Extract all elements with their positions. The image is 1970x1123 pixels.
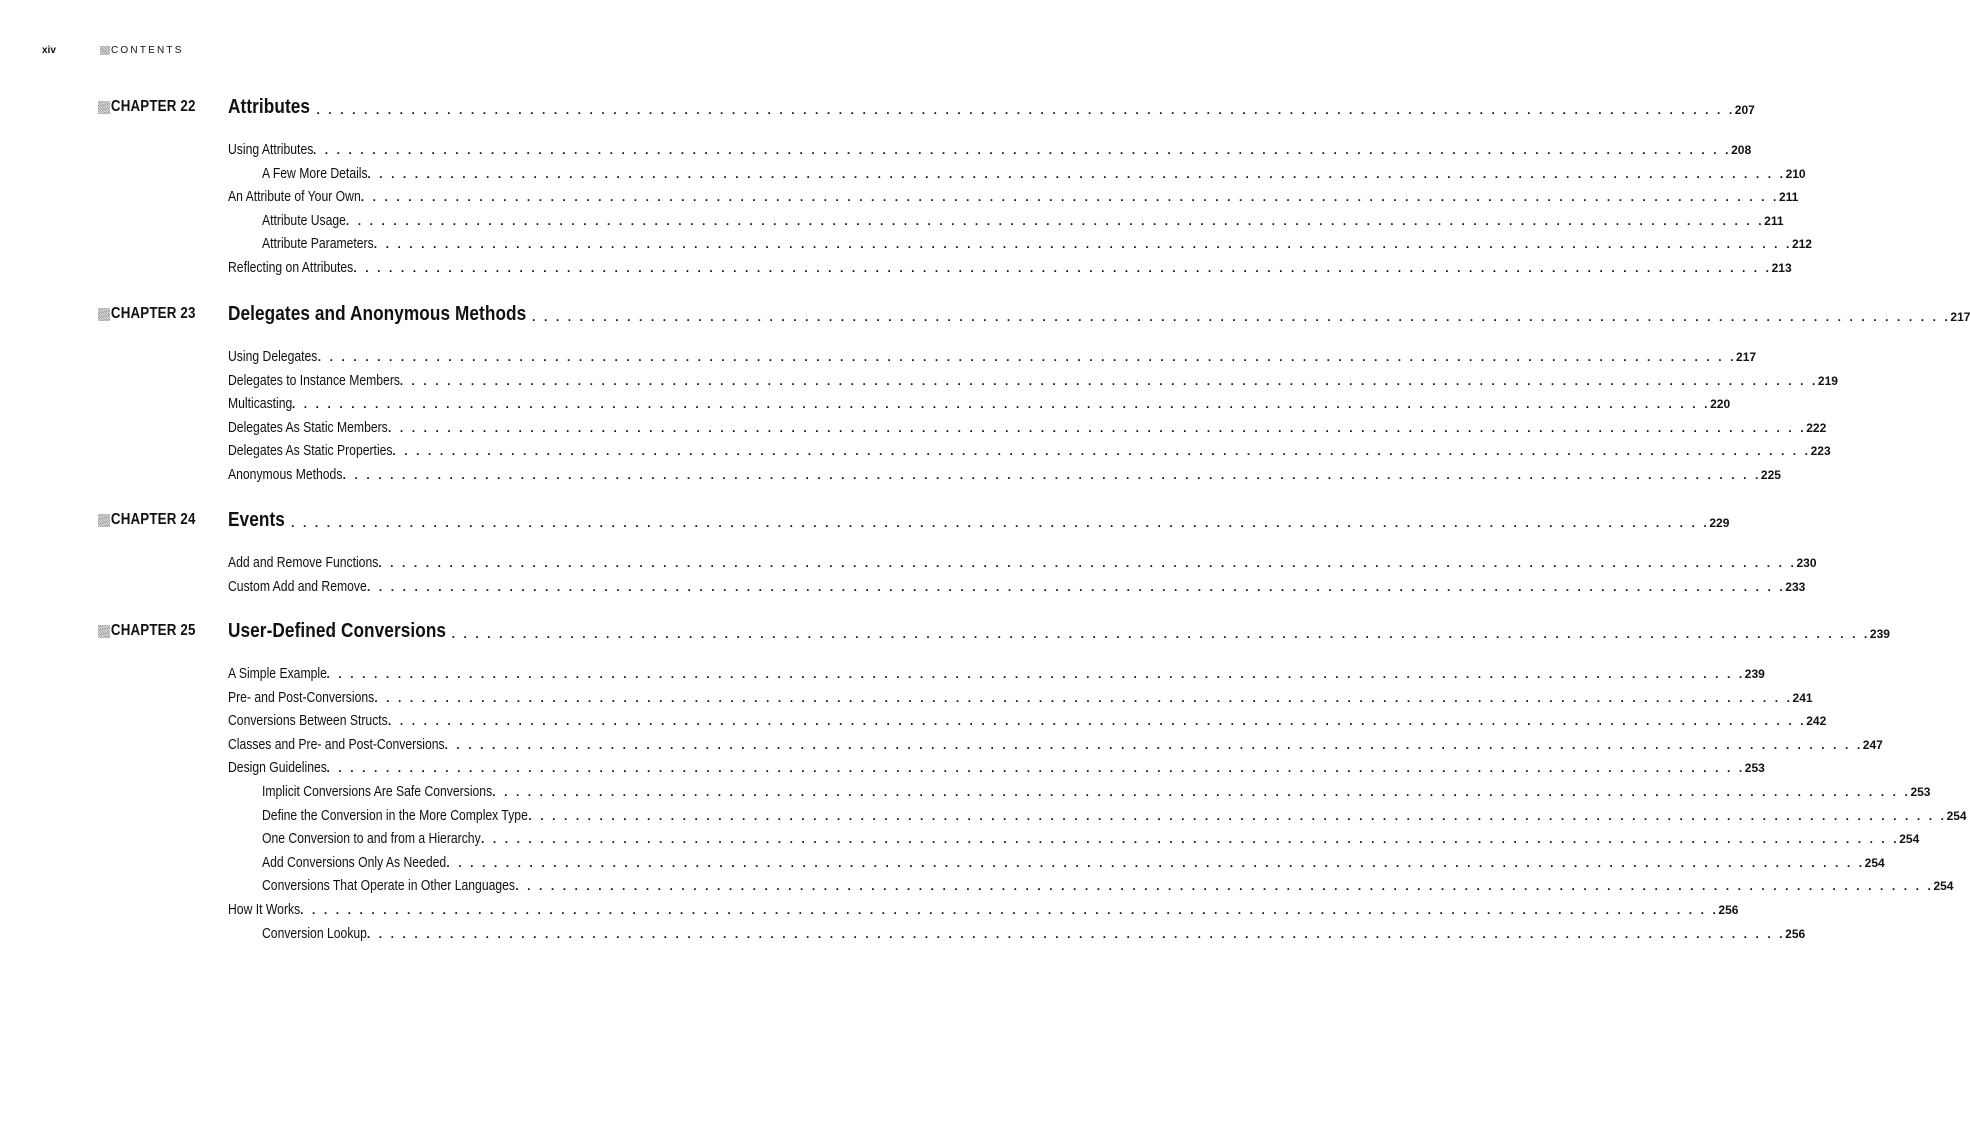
section-label: CONTENTS: [111, 44, 184, 56]
hatch-marker-icon: [100, 46, 110, 55]
toc-subentry[interactable]: [262, 827, 1920, 848]
entry-page-number: 230: [1796, 556, 1817, 570]
dot-leader: . . . . . . . . . . . . . . . . . . . . . . . . . . . . . . . . . . . . . . . . . . . . . . . . . . . . . . . . . . . . . . . . . . . . . . . . . . . . . . . . . . . . . . . . . . . . . . . . . . . . . . . . . . . . . . . . . . . . . . . .: [326, 667, 1745, 681]
toc-entry[interactable]: [228, 185, 1799, 206]
dot-leader: . . . . . . . . . . . . . . . . . . . . . . . . . . . . . . . . . . . . . . . . . . . . . . . . . . . . . . . . . . . . . . . . . . . . . . . . . . . . . . . . . . . . . . . . . . . . . . . . . . . . . . . . . . . . . . . . . . . . . . . .: [316, 103, 1735, 117]
entry-title: Conversions Between Structs: [228, 713, 388, 730]
toc-subentry[interactable]: [262, 209, 1784, 229]
toc-subentry[interactable]: [262, 922, 1806, 942]
entry-title: Delegates to Instance Members: [228, 372, 400, 389]
chapter-title: Events: [228, 509, 285, 531]
entry-page-number: 256: [1785, 926, 1806, 941]
chapter-label: [98, 622, 210, 640]
entry-title: Define the Conversion in the More Complex Type: [262, 807, 528, 824]
entry-page-number: 239: [1744, 667, 1765, 681]
chapter-page-number: 239: [1869, 627, 1890, 641]
entry-page-number: 256: [1718, 903, 1739, 917]
entry-page-number: 223: [1810, 444, 1831, 459]
entry-page-number: 211: [1764, 213, 1784, 228]
dot-leader: . . . . . . . . . . . . . . . . . . . . . . . . . . . . . . . . . . . . . . . . . . . . . . . . . . . . . . . . . . . . . . . . . . . . . . . . . . . . . . . . . . . . . . . . . . . . . . . . . . . . . . . . . . . . . . . . . . . . . . . .: [373, 237, 1792, 252]
toc-subentry[interactable]: [262, 874, 1954, 895]
entry-page-number: 208: [1731, 143, 1752, 157]
entry-page-number: 213: [1771, 261, 1792, 275]
toc-subentry[interactable]: [262, 851, 1885, 871]
dot-leader: . . . . . . . . . . . . . . . . . . . . . . . . . . . . . . . . . . . . . . . . . . . . . . . . . . . . . . . . . . . . . . . . . . . . . . . . . . . . . . . . . . . . . . . . . . . . . . . . . . . . . . . . . . . . . . . . . . . . . . . .: [451, 627, 1870, 641]
chapter-label-text: CHAPTER 24: [110, 511, 196, 528]
dot-leader: . . . . . . . . . . . . . . . . . . . . . . . . . . . . . . . . . . . . . . . . . . . . . . . . . . . . . . . . . . . . . . . . . . . . . . . . . . . . . . . . . . . . . . . . . . . . . . . . . . . . . . . . . . . . . . . . . . . . . . . .: [291, 397, 1711, 412]
toc-entry[interactable]: [228, 733, 1883, 753]
entry-page-number: 211: [1778, 190, 1799, 205]
entry-title: Conversions That Operate in Other Languages: [262, 878, 516, 895]
entry-title: An Attribute of Your Own: [228, 189, 361, 206]
entry-title: Pre- and Post-Conversions: [228, 689, 375, 706]
dot-leader: . . . . . . . . . . . . . . . . . . . . . . . . . . . . . . . . . . . . . . . . . . . . . . . . . . . . . . . . . . . . . . . . . . . . . . . . . . . . . . . . . . . . . . . . . . . . . . . . . . . . . . . . . . . . . . . . . . . . . . . .: [399, 373, 1818, 388]
dot-leader: . . . . . . . . . . . . . . . . . . . . . . . . . . . . . . . . . . . . . . . . . . . . . . . . . . . . . . . . . . . . . . . . . . . . . . . . . . . . . . . . . . . . . . . . . . . . . . . . . . . . . . . . . . . . . . . . . . . . . . . .: [378, 556, 1797, 570]
entry-title: Implicit Conversions Are Safe Conversions: [262, 784, 493, 800]
entry-page-number: 254: [1864, 855, 1885, 870]
toc-entry[interactable]: [228, 256, 1792, 276]
toc-entry[interactable]: [228, 709, 1827, 730]
toc-entry[interactable]: [228, 575, 1806, 595]
toc-subentry[interactable]: [262, 162, 1806, 182]
entry-title: One Conversion to and from a Hierarchy: [262, 831, 481, 848]
dot-leader: . . . . . . . . . . . . . . . . . . . . . . . . . . . . . . . . . . . . . . . . . . . . . . . . . . . . . . . . . . . . . . . . . . . . . . . . . . . . . . . . . . . . . . . . . . . . . . . . . . . . . . . . . . . . . . . . . . . . . . . .: [366, 926, 1786, 941]
hatch-marker-icon: [98, 101, 110, 114]
dot-leader: . . . . . . . . . . . . . . . . . . . . . . . . . . . . . . . . . . . . . . . . . . . . . . . . . . . . . . . . . . . . . . . . . . . . . . . . . . . . . . . . . . . . . . . . . . . . . . . . . . . . . . . . . . . . . . . . . . . . . . . .: [374, 690, 1793, 705]
entry-title: Attribute Usage: [262, 212, 346, 229]
chapter-label: [98, 98, 210, 116]
toc-entry[interactable]: [228, 686, 1813, 706]
entry-page-number: 220: [1710, 397, 1731, 412]
chapter-page-number: 217: [1950, 310, 1970, 324]
chapter-title-row[interactable]: [228, 620, 1890, 643]
entry-title: Using Delegates: [228, 349, 318, 365]
dot-leader: . . . . . . . . . . . . . . . . . . . . . . . . . . . . . . . . . . . . . . . . . . . . . . . . . . . . . . . . . . . . . . . . . . . . . . . . . . . . . . . . . . . . . . . . . . . . . . . . . . . . . . . . . . . . . . . . . . . . . . . .: [360, 190, 1779, 205]
toc-entry[interactable]: [228, 439, 1831, 460]
entry-title: Add Conversions Only As Needed: [262, 854, 447, 871]
chapter-page-number: 229: [1709, 516, 1730, 530]
entry-title: Delegates As Static Members: [228, 419, 388, 436]
entry-page-number: 242: [1806, 714, 1827, 729]
chapter-page-number: 207: [1734, 103, 1755, 117]
toc-entry[interactable]: [228, 416, 1827, 436]
entry-title: Custom Add and Remove: [228, 578, 367, 595]
dot-leader: . . . . . . . . . . . . . . . . . . . . . . . . . . . . . . . . . . . . . . . . . . . . . . . . . . . . . . . . . . . . . . . . . . . . . . . . . . . . . . . . . . . . . . . . . . . . . . . . . . . . . . . . . . . . . . . . . . . . . . . .: [367, 166, 1786, 181]
toc-entry[interactable]: [228, 551, 1817, 571]
entry-title: How It Works: [228, 902, 301, 918]
dot-leader: . . . . . . . . . . . . . . . . . . . . . . . . . . . . . . . . . . . . . . . . . . . . . . . . . . . . . . . . . . . . . . . . . . . . . . . . . . . . . . . . . . . . . . . . . . . . . . . . . . . . . . . . . . . . . . . . . . . . . . . .: [291, 516, 1710, 530]
toc-entry[interactable]: [228, 369, 1838, 389]
dot-leader: . . . . . . . . . . . . . . . . . . . . . . . . . . . . . . . . . . . . . . . . . . . . . . . . . . . . . . . . . . . . . . . . . . . . . . . . . . . . . . . . . . . . . . . . . . . . . . . . . . . . . . . . . . . . . . . . . . . . . . . .: [515, 879, 1934, 894]
entry-title: A Simple Example: [228, 666, 327, 682]
entry-title: Delegates As Static Properties: [228, 443, 393, 460]
entry-page-number: 254: [1899, 832, 1920, 847]
toc-entry[interactable]: [228, 463, 1781, 483]
entry-page-number: 254: [1933, 879, 1954, 894]
dot-leader: . . . . . . . . . . . . . . . . . . . . . . . . . . . . . . . . . . . . . . . . . . . . . . . . . . . . . . . . . . . . . . . . . . . . . . . . . . . . . . . . . . . . . . . . . . . . . . . . . . . . . . . . . . . . . . . . . . . . . . . .: [367, 579, 1786, 594]
chapter-title-row[interactable]: [228, 303, 1970, 326]
dot-leader: . . . . . . . . . . . . . . . . . . . . . . . . . . . . . . . . . . . . . . . . . . . . . . . . . . . . . . . . . . . . . . . . . . . . . . . . . . . . . . . . . . . . . . . . . . . . . . . . . . . . . . . . . . . . . . . . . . . . . . . .: [353, 261, 1772, 275]
dot-leader: . . . . . . . . . . . . . . . . . . . . . . . . . . . . . . . . . . . . . . . . . . . . . . . . . . . . . . . . . . . . . . . . . . . . . . . . . . . . . . . . . . . . . . . . . . . . . . . . . . . . . . . . . . . . . . . . . . . . . . . .: [492, 785, 1911, 799]
chapter-label-text: CHAPTER 25: [110, 622, 196, 639]
entry-page-number: 219: [1817, 373, 1838, 388]
dot-leader: . . . . . . . . . . . . . . . . . . . . . . . . . . . . . . . . . . . . . . . . . . . . . . . . . . . . . . . . . . . . . . . . . . . . . . . . . . . . . . . . . . . . . . . . . . . . . . . . . . . . . . . . . . . . . . . . . . . . . . . .: [532, 310, 1951, 324]
entry-page-number: 222: [1806, 420, 1827, 435]
entry-title: Anonymous Methods: [228, 467, 343, 483]
toc-entry[interactable]: [228, 662, 1765, 682]
hatch-marker-icon: [98, 514, 110, 527]
dot-leader: . . . . . . . . . . . . . . . . . . . . . . . . . . . . . . . . . . . . . . . . . . . . . . . . . . . . . . . . . . . . . . . . . . . . . . . . . . . . . . . . . . . . . . . . . . . . . . . . . . . . . . . . . . . . . . . . . . . . . . . .: [387, 420, 1807, 435]
dot-leader: . . . . . . . . . . . . . . . . . . . . . . . . . . . . . . . . . . . . . . . . . . . . . . . . . . . . . . . . . . . . . . . . . . . . . . . . . . . . . . . . . . . . . . . . . . . . . . . . . . . . . . . . . . . . . . . . . . . . . . . .: [345, 213, 1765, 228]
toc-subentry[interactable]: [262, 232, 1812, 253]
hatch-marker-icon: [98, 308, 110, 321]
toc-entry[interactable]: [228, 756, 1765, 777]
entry-title: Attribute Parameters: [262, 236, 374, 253]
entry-page-number: 254: [1946, 808, 1967, 823]
toc-entry[interactable]: [228, 138, 1752, 158]
chapter-label-text: CHAPTER 22: [110, 98, 196, 115]
dot-leader: . . . . . . . . . . . . . . . . . . . . . . . . . . . . . . . . . . . . . . . . . . . . . . . . . . . . . . . . . . . . . . . . . . . . . . . . . . . . . . . . . . . . . . . . . . . . . . . . . . . . . . . . . . . . . . . . . . . . . . . .: [387, 714, 1807, 729]
dot-leader: . . . . . . . . . . . . . . . . . . . . . . . . . . . . . . . . . . . . . . . . . . . . . . . . . . . . . . . . . . . . . . . . . . . . . . . . . . . . . . . . . . . . . . . . . . . . . . . . . . . . . . . . . . . . . . . . . . . . . . . .: [528, 808, 1947, 823]
entry-title: Conversion Lookup: [262, 925, 367, 942]
running-header: [42, 43, 184, 57]
hatch-marker-icon: [98, 625, 110, 638]
chapter-title-row[interactable]: [228, 509, 1730, 532]
chapter-title: Attributes: [228, 96, 311, 118]
dot-leader: . . . . . . . . . . . . . . . . . . . . . . . . . . . . . . . . . . . . . . . . . . . . . . . . . . . . . . . . . . . . . . . . . . . . . . . . . . . . . . . . . . . . . . . . . . . . . . . . . . . . . . . . . . . . . . . . . . . . . . . .: [342, 468, 1761, 482]
dot-leader: . . . . . . . . . . . . . . . . . . . . . . . . . . . . . . . . . . . . . . . . . . . . . . . . . . . . . . . . . . . . . . . . . . . . . . . . . . . . . . . . . . . . . . . . . . . . . . . . . . . . . . . . . . . . . . . . . . . . . . . .: [312, 143, 1732, 157]
chapter-label: [98, 511, 210, 529]
toc-subentry[interactable]: [262, 804, 1967, 824]
dot-leader: . . . . . . . . . . . . . . . . . . . . . . . . . . . . . . . . . . . . . . . . . . . . . . . . . . . . . . . . . . . . . . . . . . . . . . . . . . . . . . . . . . . . . . . . . . . . . . . . . . . . . . . . . . . . . . . . . . . . . . . .: [392, 444, 1811, 459]
chapter-label-text: CHAPTER 23: [110, 305, 196, 322]
chapter-title: Delegates and Anonymous Methods: [228, 303, 527, 325]
toc-entry[interactable]: [228, 345, 1757, 365]
entry-page-number: 210: [1785, 166, 1806, 181]
dot-leader: . . . . . . . . . . . . . . . . . . . . . . . . . . . . . . . . . . . . . . . . . . . . . . . . . . . . . . . . . . . . . . . . . . . . . . . . . . . . . . . . . . . . . . . . . . . . . . . . . . . . . . . . . . . . . . . . . . . . . . . .: [481, 832, 1900, 847]
entry-title: Add and Remove Functions: [228, 555, 379, 571]
entry-page-number: 247: [1862, 737, 1883, 752]
entry-title: Reflecting on Attributes: [228, 260, 354, 276]
dot-leader: . . . . . . . . . . . . . . . . . . . . . . . . . . . . . . . . . . . . . . . . . . . . . . . . . . . . . . . . . . . . . . . . . . . . . . . . . . . . . . . . . . . . . . . . . . . . . . . . . . . . . . . . . . . . . . . . . . . . . . . .: [446, 855, 1865, 870]
page-number: xiv: [42, 44, 56, 56]
entry-title: Using Attributes: [228, 142, 314, 158]
dot-leader: . . . . . . . . . . . . . . . . . . . . . . . . . . . . . . . . . . . . . . . . . . . . . . . . . . . . . . . . . . . . . . . . . . . . . . . . . . . . . . . . . . . . . . . . . . . . . . . . . . . . . . . . . . . . . . . . . . . . . . . .: [326, 761, 1745, 776]
entry-page-number: 233: [1785, 579, 1806, 594]
entry-page-number: 241: [1792, 690, 1813, 705]
toc-subentry[interactable]: [262, 780, 1931, 800]
dot-leader: . . . . . . . . . . . . . . . . . . . . . . . . . . . . . . . . . . . . . . . . . . . . . . . . . . . . . . . . . . . . . . . . . . . . . . . . . . . . . . . . . . . . . . . . . . . . . . . . . . . . . . . . . . . . . . . . . . . . . . . .: [444, 737, 1863, 752]
dot-leader: . . . . . . . . . . . . . . . . . . . . . . . . . . . . . . . . . . . . . . . . . . . . . . . . . . . . . . . . . . . . . . . . . . . . . . . . . . . . . . . . . . . . . . . . . . . . . . . . . . . . . . . . . . . . . . . . . . . . . . . .: [300, 903, 1719, 917]
entry-title: A Few More Details: [262, 165, 368, 182]
chapter-title-row[interactable]: [228, 96, 1755, 119]
entry-title: Classes and Pre- and Post-Conversions: [228, 736, 445, 753]
entry-page-number: 217: [1736, 350, 1757, 364]
toc-entry[interactable]: [228, 392, 1731, 413]
entry-page-number: 253: [1744, 761, 1765, 776]
entry-page-number: 253: [1910, 785, 1931, 799]
entry-page-number: 225: [1760, 468, 1781, 482]
entry-title: Multicasting: [228, 396, 293, 413]
entry-page-number: 212: [1791, 237, 1812, 252]
chapter-title: User-Defined Conversions: [228, 620, 447, 642]
entry-title: Design Guidelines: [228, 760, 327, 777]
dot-leader: . . . . . . . . . . . . . . . . . . . . . . . . . . . . . . . . . . . . . . . . . . . . . . . . . . . . . . . . . . . . . . . . . . . . . . . . . . . . . . . . . . . . . . . . . . . . . . . . . . . . . . . . . . . . . . . . . . . . . . . .: [317, 350, 1737, 364]
chapter-label: [98, 305, 210, 323]
toc-entry[interactable]: [228, 898, 1739, 918]
